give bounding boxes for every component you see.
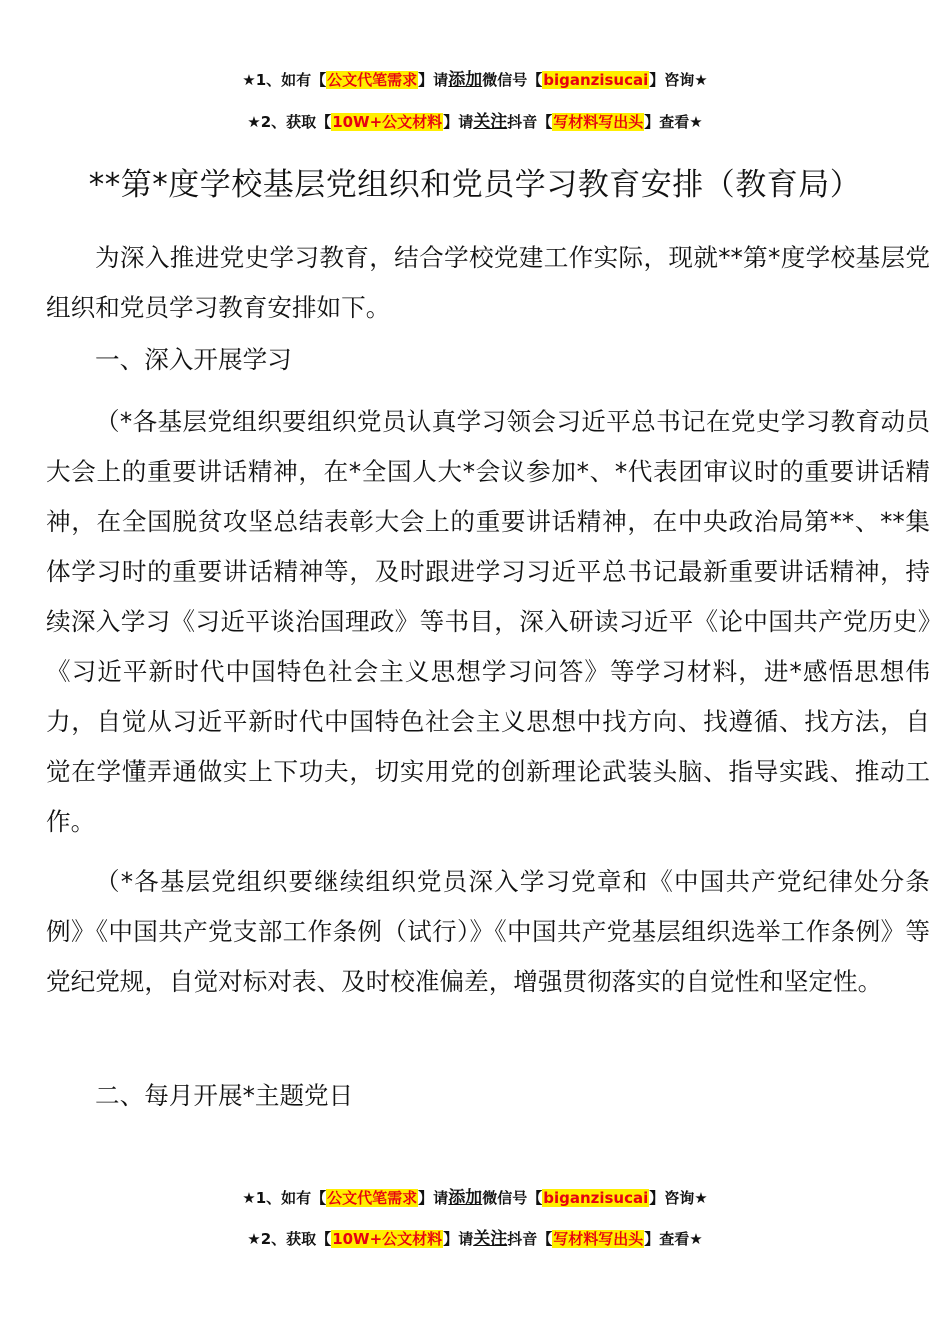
banner-text: 】查看★ (644, 113, 703, 131)
banner-text: ★2、获取【 (247, 1230, 332, 1248)
top-banner-line-2 (0, 111, 950, 133)
top-banner-line-1 (0, 69, 950, 91)
banner-text: 】咨询★ (649, 71, 708, 89)
emphasis-text: 添加 (448, 1188, 483, 1208)
intro-paragraph: 为深入推进党史学习教育，结合学校党建工作实际，现就**第*度学校基层党组织和党员学习教育安排如下。 (46, 243, 930, 322)
document-title: **第*度学校基层党组织和党员学习教育安排（教育局） (88, 167, 862, 203)
highlight-materials: 10W+公文材料 (332, 1230, 443, 1248)
body-paragraph-1: （*各基层党组织要组织党员认真学习领会习近平总书记在党史学习教育动员大会上的重要讲话精神，在*全国人大*会议参加*、*代表团审议时的重要讲话精神，在全国脱贫攻坚总结表彰大会上的重要讲话精神，在中央政治局第**、**集体学习时的重要讲话精神等，及时跟进学习习近平总书记最新重要讲话精神，持续深入学习《习近平谈治国理政》等书目，深入研读习近平《论中国共产党历史》《习近平新时代中国特色社会主义思想学习问答》等学习材料，进*感悟思想伟力，自觉从习近平新时代中国特色社会主义思想中找方向、找遵循、找方法，自觉在学懂弄通做实上下功夫，切实用党的创新理论武装头脑、指导实践、推动工作。 (46, 407, 930, 836)
banner-text: 微信号【 (482, 1189, 543, 1207)
banner-text: 】请 (443, 1230, 474, 1248)
highlight-douyin-id: 写材料写出头 (553, 113, 644, 131)
highlight-wechat-id: biganzisucai (543, 71, 649, 89)
banner-text: 抖音【 (507, 113, 553, 131)
body-paragraph-2: （*各基层党组织要继续组织党员深入学习党章和《中国共产党纪律处分条例》《中国共产党支部工作条例（试行）》《中国共产党基层组织选举工作条例》等党纪党规，自觉对标对表、及时校准偏差，增强贯彻落实的自觉性和坚定性。 (46, 867, 930, 996)
bottom-banner-line-1 (0, 1187, 950, 1209)
banner-text: ★2、获取【 (247, 113, 332, 131)
banner-text: 】查看★ (644, 1230, 703, 1248)
emphasis-text: 关注 (473, 112, 508, 132)
section-heading-1: 一、深入开展学习 (95, 345, 292, 374)
highlight-service: 公文代笔需求 (327, 1189, 418, 1207)
banner-text: 抖音【 (507, 1230, 553, 1248)
emphasis-text: 关注 (473, 1229, 508, 1249)
highlight-douyin-id: 写材料写出头 (553, 1230, 644, 1248)
banner-text: ★1、如有【 (242, 71, 327, 89)
emphasis-text: 添加 (448, 70, 483, 90)
banner-text: 微信号【 (482, 71, 543, 89)
bottom-banner-line-2 (0, 1228, 950, 1250)
section-heading-2: 二、每月开展*主题党日 (95, 1081, 354, 1110)
banner-text: 】请 (443, 113, 474, 131)
banner-text: 】咨询★ (649, 1189, 708, 1207)
highlight-wechat-id: biganzisucai (543, 1189, 649, 1207)
banner-text: 】请 (418, 71, 449, 89)
banner-text: 】请 (418, 1189, 449, 1207)
highlight-materials: 10W+公文材料 (332, 113, 443, 131)
banner-text: ★1、如有【 (242, 1189, 327, 1207)
highlight-service: 公文代笔需求 (327, 71, 418, 89)
